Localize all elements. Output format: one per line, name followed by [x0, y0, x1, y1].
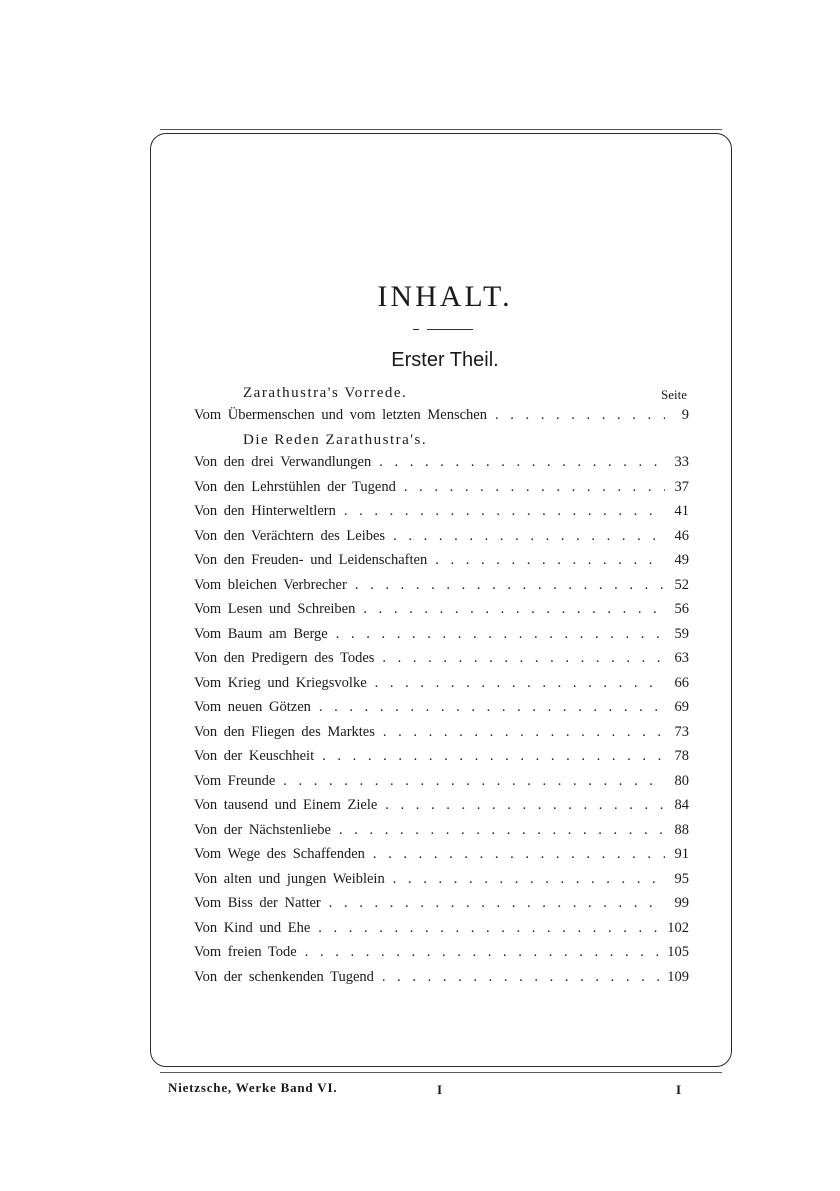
toc-entry-label: Von Kind und Ehe [194, 919, 311, 936]
toc-entry-label: Von tausend und Einem Ziele [194, 797, 378, 813]
toc-entry-page: 102 [667, 919, 689, 936]
toc-entry[interactable] [194, 650, 689, 675]
toc-entry[interactable] [194, 773, 689, 798]
toc-entry-label: Von der schenkenden Tugend [194, 968, 374, 985]
leader-dots [318, 920, 663, 937]
toc-entry-label: Von der Keuschheit [194, 748, 315, 764]
leader-dots [382, 650, 665, 667]
toc-entry[interactable] [194, 699, 689, 724]
toc-entry-label: Vom freien Tode [194, 944, 297, 960]
toc-entry[interactable] [194, 797, 689, 822]
toc-entry[interactable] [194, 626, 689, 651]
leader-dots [329, 895, 665, 912]
toc-entry-label: Vom Krieg und Kriegsvolke [194, 674, 367, 691]
toc-entry-page: 88 [674, 821, 689, 838]
leader-dots [322, 748, 665, 765]
toc-entry-page: 99 [674, 895, 689, 911]
toc-entry-label: Vom bleichen Verbrecher [194, 576, 347, 593]
toc-entry-label: Vom Lesen und Schreiben [194, 601, 356, 617]
toc-entry-label: Vom neuen Götzen [194, 699, 311, 715]
toc-entry-label: Vom Wege des Schaffenden [194, 846, 365, 862]
toc-entry[interactable] [194, 920, 689, 945]
toc-entry[interactable] [194, 479, 689, 504]
toc-entry[interactable] [194, 407, 689, 432]
toc-entry[interactable] [194, 846, 689, 871]
toc-entry-label: Von den Fliegen des Marktes [194, 723, 375, 740]
toc-entry-page: 66 [674, 674, 689, 691]
title-rule [427, 329, 473, 330]
leader-dots [305, 944, 664, 961]
toc-entry-label: Von den Predigern des Todes [194, 650, 375, 666]
toc-entry[interactable] [194, 577, 689, 602]
toc-entry-page: 78 [674, 748, 689, 764]
toc-entry-page: 80 [674, 772, 689, 789]
toc-entry-page: 109 [667, 968, 689, 985]
toc-entry-page: 56 [674, 601, 689, 617]
leader-dots [373, 846, 665, 863]
leader-dots [363, 601, 665, 618]
toc-entry-page: 84 [674, 797, 689, 813]
toc-entry-page: 37 [674, 478, 689, 495]
leader-dots [319, 699, 665, 716]
toc-entry-page: 105 [667, 944, 689, 960]
leader-dots [393, 528, 665, 545]
toc-entry-page: 69 [674, 699, 689, 715]
toc-entry[interactable] [194, 822, 689, 847]
section-heading-reden: Die Reden Zarathustra's. [243, 432, 428, 448]
toc-entry-label: Von den Lehrstühlen der Tugend [194, 478, 396, 495]
toc-entry-page: 95 [674, 870, 689, 887]
leader-dots [495, 407, 665, 424]
frame-top-rule [160, 129, 722, 130]
leader-dots [404, 479, 665, 496]
toc-entry[interactable] [194, 601, 689, 626]
title-rule-dash [413, 329, 419, 330]
leader-dots [344, 503, 665, 520]
leader-dots [393, 871, 665, 888]
toc-entry-page: 49 [674, 552, 689, 568]
toc-entry-page: 91 [674, 846, 689, 862]
leader-dots [283, 773, 665, 790]
toc-entry-page: 41 [674, 503, 689, 519]
toc-entry-page: 73 [674, 723, 689, 740]
toc-entry[interactable] [194, 675, 689, 700]
toc-entry-label: Von den Hinterweltlern [194, 503, 336, 519]
toc-entry-label: Von den drei Verwandlungen [194, 454, 372, 470]
toc-entry-label: Vom Freunde [194, 772, 276, 789]
toc-entry[interactable] [194, 895, 689, 920]
toc-entry[interactable] [194, 503, 689, 528]
toc-list-vorrede [194, 407, 689, 432]
toc-entry[interactable] [194, 552, 689, 577]
toc-entry-label: Von den Verächtern des Leibes [194, 527, 386, 544]
leader-dots [435, 552, 665, 569]
toc-entry[interactable] [194, 454, 689, 479]
toc-entry-label: Vom Übermenschen und vom letzten Menschen [194, 407, 487, 423]
toc-entry-page: 63 [674, 650, 689, 666]
footer-page-number: I [676, 1082, 682, 1097]
leader-dots [355, 577, 665, 594]
toc-entry-page: 33 [674, 454, 689, 470]
toc-entry[interactable] [194, 528, 689, 553]
toc-entry-label: Von alten und jungen Weiblein [194, 870, 385, 887]
toc-entry[interactable] [194, 969, 689, 994]
toc-entry-page: 59 [674, 625, 689, 642]
toc-entry-label: Vom Baum am Berge [194, 625, 328, 642]
leader-dots [382, 969, 663, 986]
leader-dots [385, 797, 665, 814]
footer-running-title: Nietzsche, Werke Band VI. [168, 1080, 338, 1095]
toc-entry[interactable] [194, 944, 689, 969]
toc-entry[interactable] [194, 871, 689, 896]
leader-dots [339, 822, 665, 839]
toc-entry-label: Von den Freuden- und Leidenschaften [194, 552, 428, 568]
toc-entry-page: 9 [681, 407, 689, 423]
toc-entry-label: Von der Nächstenliebe [194, 821, 331, 838]
leader-dots [336, 626, 665, 643]
leader-dots [375, 675, 665, 692]
page-column-label: Seite [661, 387, 687, 402]
toc-entry-label: Vom Biss der Natter [194, 895, 321, 911]
leader-dots [379, 454, 665, 471]
toc-entry-page: 52 [674, 576, 689, 593]
part-heading: Erster Theil. [391, 349, 499, 371]
footer-signature: I [437, 1082, 443, 1097]
frame-bottom-rule [160, 1072, 722, 1073]
toc-entry[interactable] [194, 748, 689, 773]
section-heading-vorrede: Zarathustra's Vorrede. [243, 385, 408, 401]
toc-entry-page: 46 [674, 527, 689, 544]
toc-entry[interactable] [194, 724, 689, 749]
page-title: INHALT. [377, 280, 513, 313]
leader-dots [383, 724, 665, 741]
toc-list-reden [194, 454, 689, 993]
